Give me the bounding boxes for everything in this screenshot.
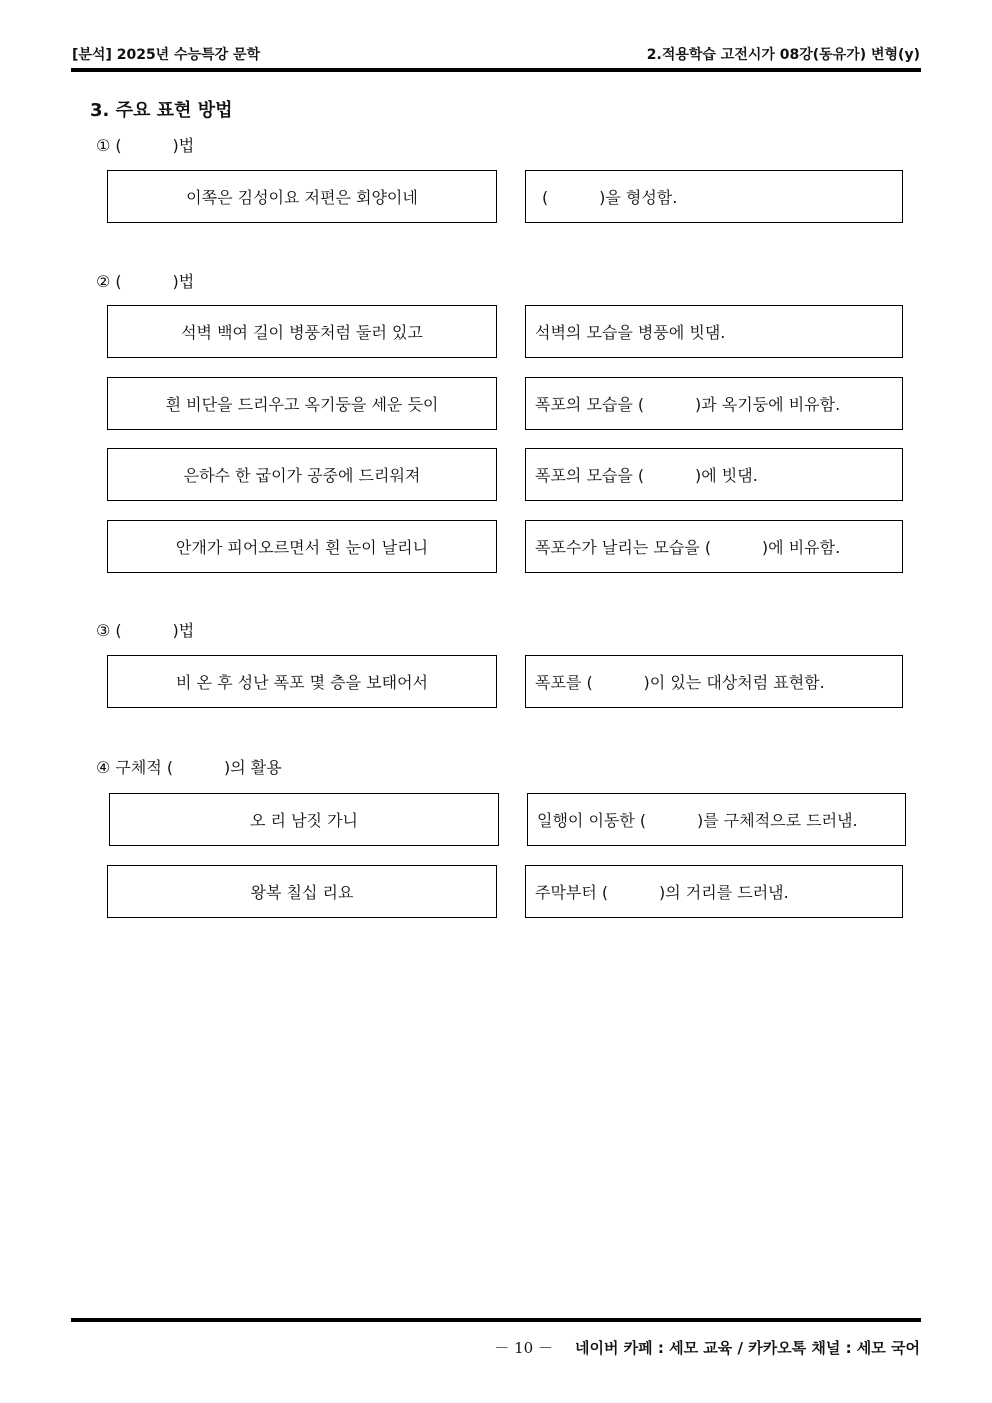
note-text: 석벽의 모습을 병풍에 빗댐.	[535, 323, 726, 342]
header-left-title: [분석] 2025년 수능특강 문학	[72, 47, 261, 63]
group-1-heading: ① ( )법	[96, 136, 195, 155]
quote-text: 안개가 피어오르면서 흰 눈이 날리니	[175, 538, 429, 557]
quote-text: 흰 비단을 드리우고 옥기둥을 세운 듯이	[165, 395, 439, 414]
note-text: ( )을 형성함.	[542, 188, 678, 207]
group-4-heading: ④ 구체적 ( )의 활용	[96, 758, 282, 777]
quote-box	[109, 793, 499, 846]
quote-text: 비 온 후 성난 폭포 몇 층을 보태어서	[176, 673, 428, 692]
header-right-title: 2.적용학습 고전시가 08강(동유가) 변형(y)	[646, 47, 920, 63]
note-box	[525, 448, 903, 501]
note-text: 폭포를 ( )이 있는 대상처럼 표현함.	[535, 673, 825, 692]
quote-box	[107, 170, 497, 223]
note-box	[525, 305, 903, 358]
page-number: － 10 －	[494, 1339, 553, 1357]
quote-box	[107, 655, 497, 708]
note-box	[527, 793, 906, 846]
note-text: 폭포수가 날리는 모습을 ( )에 비유함.	[535, 538, 841, 557]
note-box	[525, 655, 903, 708]
quote-text: 왕복 칠십 리요	[250, 883, 354, 902]
quote-text: 석벽 백여 길이 병풍처럼 둘러 있고	[181, 323, 423, 342]
note-box	[525, 865, 903, 918]
note-text: 일행이 이동한 ( )를 구체적으로 드러냄.	[537, 811, 858, 830]
note-box	[525, 170, 903, 223]
note-box	[525, 520, 903, 573]
quote-box	[107, 520, 497, 573]
quote-text: 오 리 남짓 가니	[250, 811, 358, 830]
section-title: 3. 주요 표현 방법	[90, 100, 233, 121]
footer	[494, 1337, 920, 1358]
quote-box	[107, 448, 497, 501]
note-text: 폭포의 모습을 ( )과 옥기둥에 비유함.	[535, 395, 841, 414]
quote-box	[107, 377, 497, 430]
group-2-heading: ② ( )법	[96, 272, 195, 291]
quote-text: 이쪽은 김성이요 저편은 회양이네	[186, 188, 418, 207]
footer-divider	[71, 1318, 921, 1322]
note-text: 폭포의 모습을 ( )에 빗댐.	[535, 466, 758, 485]
quote-box	[107, 305, 497, 358]
group-3-heading: ③ ( )법	[96, 621, 195, 640]
note-text: 주막부터 ( )의 거리를 드러냄.	[535, 883, 789, 902]
header-divider	[71, 68, 921, 72]
footer-contact: 네이버 카페 : 세모 교육 / 카카오톡 채널 : 세모 국어	[574, 1339, 920, 1357]
quote-text: 은하수 한 굽이가 공중에 드리워져	[183, 466, 421, 485]
note-box	[525, 377, 903, 430]
quote-box	[107, 865, 497, 918]
